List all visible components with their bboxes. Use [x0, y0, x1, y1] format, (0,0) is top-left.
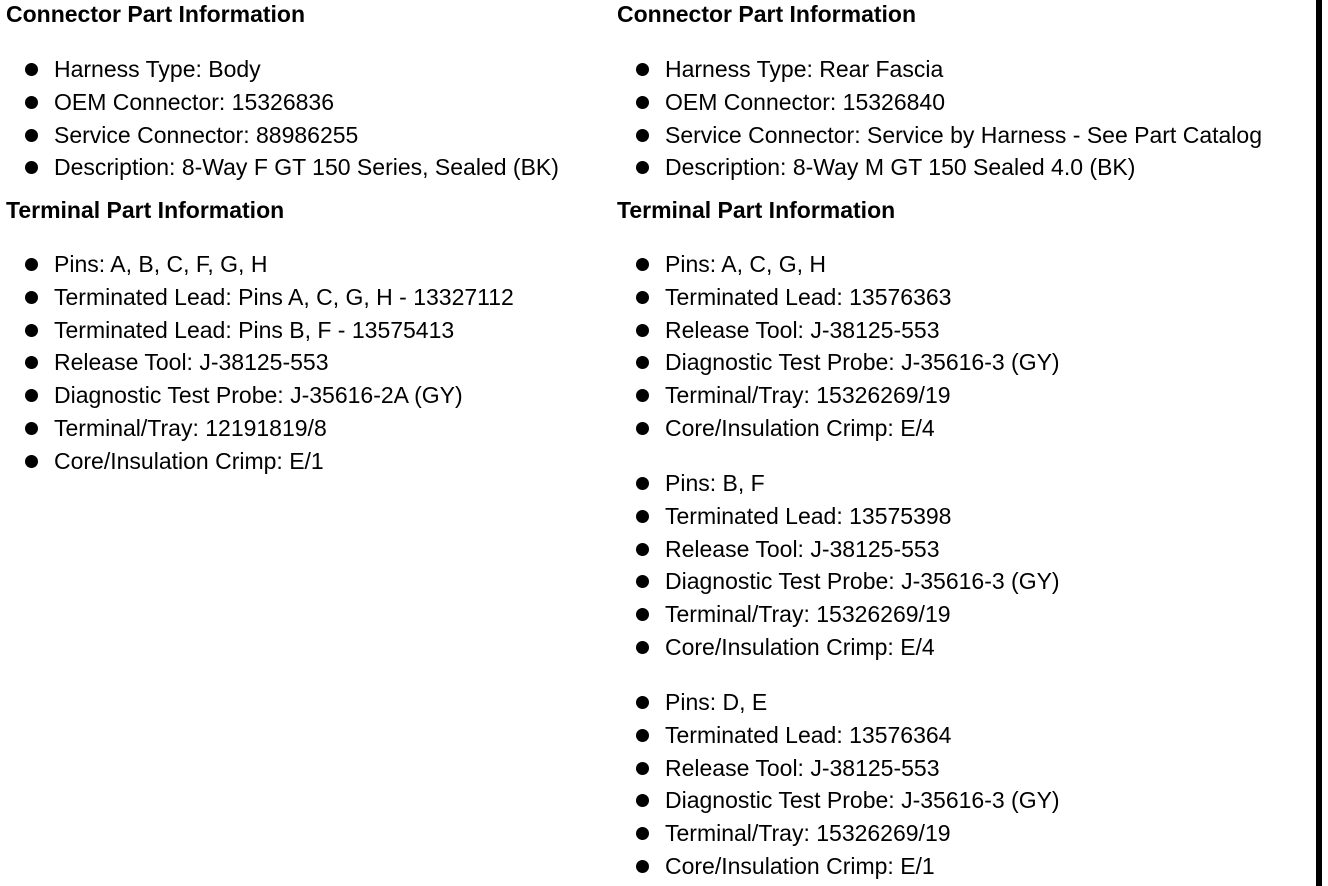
list-item: Service Connector: Service by Harness - See Part Catalog: [617, 119, 1262, 152]
list-item: Terminated Lead: 13576363: [617, 281, 1060, 314]
bullet-icon: [25, 324, 38, 337]
right-terminal-group-2: [617, 467, 1060, 664]
bullet-icon: [636, 510, 649, 523]
bullet-icon: [636, 63, 649, 76]
bullet-icon: [25, 96, 38, 109]
list-item: OEM Connector: 15326840: [617, 86, 1262, 119]
bullet-icon: [25, 129, 38, 142]
list-item: Core/Insulation Crimp: E/4: [617, 631, 1060, 664]
bullet-icon: [636, 794, 649, 807]
right-connector-heading: Connector Part Information: [617, 1, 917, 27]
bullet-icon: [25, 258, 38, 271]
bullet-icon: [636, 762, 649, 775]
bullet-icon: [636, 860, 649, 873]
bullet-icon: [636, 477, 649, 490]
right-terminal-group-3: [617, 686, 1060, 883]
bullet-icon: [636, 641, 649, 654]
list-item: Terminated Lead: Pins A, C, G, H - 13327112: [6, 281, 514, 314]
page-border-rule: [1316, 0, 1322, 886]
list-item: Terminated Lead: 13575398: [617, 500, 1060, 533]
list-item: Release Tool: J-38125-553: [617, 314, 1060, 347]
right-connector-list: [617, 53, 1262, 184]
list-item: Diagnostic Test Probe: J-35616-3 (GY): [617, 784, 1060, 817]
list-item: OEM Connector: 15326836: [6, 86, 559, 119]
bullet-icon: [25, 356, 38, 369]
bullet-icon: [636, 729, 649, 742]
list-item: Core/Insulation Crimp: E/1: [617, 850, 1060, 883]
list-item: Diagnostic Test Probe: J-35616-2A (GY): [6, 379, 514, 412]
list-item: Pins: A, B, C, F, G, H: [6, 248, 514, 281]
list-item: Diagnostic Test Probe: J-35616-3 (GY): [617, 565, 1060, 598]
bullet-icon: [25, 63, 38, 76]
bullet-icon: [25, 455, 38, 468]
list-item: Pins: B, F: [617, 467, 1060, 500]
left-terminal-list: [6, 248, 514, 478]
bullet-icon: [636, 356, 649, 369]
list-item: Terminal/Tray: 15326269/19: [617, 817, 1060, 850]
list-item: Pins: D, E: [617, 686, 1060, 719]
list-item: Diagnostic Test Probe: J-35616-3 (GY): [617, 346, 1060, 379]
bullet-icon: [25, 389, 38, 402]
list-item: Harness Type: Body: [6, 53, 559, 86]
bullet-icon: [636, 258, 649, 271]
list-item: Release Tool: J-38125-553: [617, 533, 1060, 566]
right-terminal-heading: Terminal Part Information: [617, 197, 896, 223]
list-item: Terminated Lead: Pins B, F - 13575413: [6, 314, 514, 347]
right-terminal-group-1: [617, 248, 1060, 445]
bullet-icon: [636, 291, 649, 304]
list-item: Pins: A, C, G, H: [617, 248, 1060, 281]
bullet-icon: [636, 608, 649, 621]
bullet-icon: [636, 324, 649, 337]
bullet-icon: [636, 827, 649, 840]
list-item: Terminal/Tray: 15326269/19: [617, 598, 1060, 631]
list-item: Description: 8-Way F GT 150 Series, Sealed (BK): [6, 151, 559, 184]
bullet-icon: [636, 696, 649, 709]
list-item: Terminal/Tray: 12191819/8: [6, 412, 514, 445]
list-item: Description: 8-Way M GT 150 Sealed 4.0 (BK): [617, 151, 1262, 184]
left-connector-heading: Connector Part Information: [6, 1, 306, 27]
bullet-icon: [636, 96, 649, 109]
bullet-icon: [636, 422, 649, 435]
list-item: Service Connector: 88986255: [6, 119, 559, 152]
bullet-icon: [25, 161, 38, 174]
list-item: Core/Insulation Crimp: E/1: [6, 445, 514, 478]
bullet-icon: [636, 129, 649, 142]
list-item: Core/Insulation Crimp: E/4: [617, 412, 1060, 445]
list-item: Release Tool: J-38125-553: [6, 346, 514, 379]
list-item: Harness Type: Rear Fascia: [617, 53, 1262, 86]
bullet-icon: [636, 543, 649, 556]
list-item: Terminated Lead: 13576364: [617, 719, 1060, 752]
bullet-icon: [25, 291, 38, 304]
left-connector-list: [6, 53, 559, 184]
bullet-icon: [25, 422, 38, 435]
list-item: Terminal/Tray: 15326269/19: [617, 379, 1060, 412]
left-terminal-heading: Terminal Part Information: [6, 197, 285, 223]
list-item: Release Tool: J-38125-553: [617, 752, 1060, 785]
bullet-icon: [636, 161, 649, 174]
bullet-icon: [636, 575, 649, 588]
bullet-icon: [636, 389, 649, 402]
